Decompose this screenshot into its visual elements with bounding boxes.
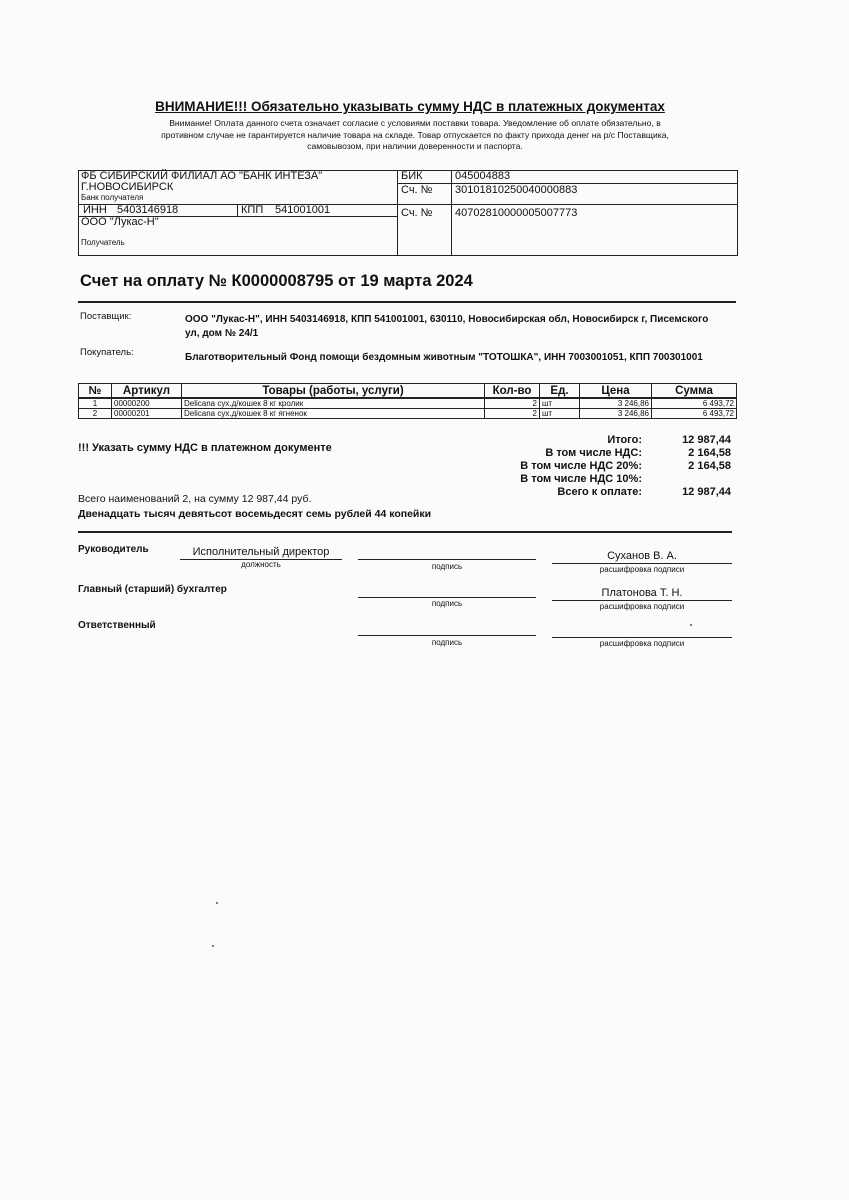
- col-number: №: [79, 384, 112, 399]
- head-label: Руководитель: [78, 544, 149, 555]
- buyer-label: Покупатель:: [80, 347, 134, 358]
- accountant-signature-caption: подпись: [431, 599, 463, 608]
- vat-label: В том числе НДС:: [545, 447, 642, 459]
- inn-label: ИНН: [83, 204, 107, 216]
- head-signature-caption: подпись: [431, 562, 463, 571]
- responsible-decode-line: [552, 637, 732, 638]
- col-price: Цена: [580, 384, 652, 399]
- kpp-value: 541001001: [275, 204, 331, 216]
- vat20-value: 2 164,58: [688, 460, 731, 472]
- warning-title: ВНИМАНИЕ!!! Обязательно указывать сумму НДС в платежных документах: [155, 99, 665, 114]
- head-decode-line: [552, 563, 732, 564]
- row-article: 00000200: [112, 398, 182, 409]
- row-price: 3 246,86: [580, 398, 652, 409]
- goods-table: [78, 383, 737, 419]
- summary-words: Двенадцать тысяч девятьсот восемьдесят семь рублей 44 копейки: [78, 508, 432, 520]
- table-row: [79, 398, 737, 409]
- bik-value: 045004883: [455, 170, 511, 182]
- row-unit: шт: [540, 409, 580, 419]
- goods-table-header: [79, 384, 737, 399]
- recipient-name: ООО "Лукас-Н": [81, 216, 159, 228]
- accountant-decode-line: [552, 600, 732, 601]
- pay-label: Всего к оплате:: [557, 486, 642, 498]
- row-qty: 2: [485, 398, 540, 409]
- supplier-label: Поставщик:: [80, 311, 132, 322]
- corr-account-value: 30101810250040000883: [455, 184, 578, 196]
- col-sum: Сумма: [652, 384, 737, 399]
- inn-value: 5403146918: [117, 204, 179, 216]
- supplier-line1: ООО "Лукас-Н", ИНН 5403146918, КПП 541001001, 630110, Новосибирская обл, Новосибирск г, Писемского: [185, 314, 709, 325]
- col-article: Артикул: [112, 384, 182, 399]
- table-row: [79, 409, 737, 419]
- col-goods: Товары (работы, услуги): [182, 384, 485, 399]
- recipient-caption: Получатель: [81, 238, 125, 247]
- row-sum: 6 493,72: [652, 398, 737, 409]
- position-caption: должность: [241, 560, 281, 569]
- row-qty: 2: [485, 409, 540, 419]
- accountant-label: Главный (старший) бухгалтер: [78, 584, 227, 595]
- vat-notice: !!! Указать сумму НДС в платежном документе: [78, 442, 332, 454]
- row-unit: шт: [540, 398, 580, 409]
- bank-details: [78, 170, 738, 256]
- row-article: 00000201: [112, 409, 182, 419]
- row-sum: 6 493,72: [652, 409, 737, 419]
- title-rule: [78, 301, 736, 303]
- row-number: 2: [79, 409, 112, 419]
- head-signature-line: [358, 559, 536, 560]
- total-value: 12 987,44: [682, 434, 731, 446]
- pay-value: 12 987,44: [682, 486, 731, 498]
- account-value: 40702810000005007773: [455, 207, 578, 219]
- bank-caption: Банк получателя: [81, 193, 144, 202]
- head-name: Суханов В. А.: [607, 550, 677, 562]
- head-decode-caption: расшифровка подписи: [599, 565, 685, 574]
- summary-rule: [78, 531, 732, 533]
- warning-text: Внимание! Оплата данного счета означает согласие с условиями поставки товара. Уведомление об оплате обязательно, в противном случае не гарантируется наличие товара на складе. Товар отпускается по факту прихода денег на р/с Поставщика, самовывозом, при наличии доверенности и паспорта.: [161, 118, 669, 151]
- buyer-value: Благотворительный Фонд помощи бездомным животным "ТОТОШКА", ИНН 7003001051, КПП 700301001: [185, 352, 703, 363]
- scan-speck: [216, 902, 218, 904]
- bik-label: БИК: [401, 170, 423, 182]
- row-price: 3 246,86: [580, 409, 652, 419]
- vat20-label: В том числе НДС 20%:: [520, 460, 642, 472]
- responsible-signature-caption: подпись: [431, 638, 463, 647]
- invoice-title: Счет на оплату № К0000008795 от 19 марта 2024: [80, 272, 473, 290]
- bank-name-line2: Г.НОВОСИБИРСК: [81, 181, 174, 193]
- row-goods-name: Delicana сух.д/кошек 8 кг кролик: [182, 398, 485, 409]
- accountant-name: Платонова Т. Н.: [601, 587, 683, 599]
- account-label: Сч. №: [401, 207, 433, 219]
- accountant-decode-caption: расшифровка подписи: [599, 602, 685, 611]
- head-position: Исполнительный директор: [192, 546, 330, 558]
- col-qty: Кол-во: [485, 384, 540, 399]
- corr-account-label: Сч. №: [401, 184, 433, 196]
- bank-name-line1: ФБ СИБИРСКИЙ ФИЛИАЛ АО "БАНК ИНТЕЗА": [81, 170, 323, 182]
- scan-speck: [212, 945, 214, 947]
- scan-speck: [690, 624, 692, 626]
- vat-value: 2 164,58: [688, 447, 731, 459]
- vat10-label: В том числе НДС 10%:: [520, 473, 642, 485]
- kpp-label: КПП: [241, 204, 264, 216]
- row-number: 1: [79, 398, 112, 409]
- row-goods-name: Delicana сух.д/кошек 8 кг ягненок: [182, 409, 485, 419]
- accountant-signature-line: [358, 597, 536, 598]
- col-unit: Ед.: [540, 384, 580, 399]
- supplier-line2: ул, дом № 24/1: [185, 328, 259, 339]
- summary-count: Всего наименований 2, на сумму 12 987,44 руб.: [78, 493, 312, 505]
- responsible-label: Ответственный: [78, 620, 156, 631]
- responsible-decode-caption: расшифровка подписи: [599, 639, 685, 648]
- responsible-signature-line: [358, 635, 536, 636]
- total-label: Итого:: [607, 434, 642, 446]
